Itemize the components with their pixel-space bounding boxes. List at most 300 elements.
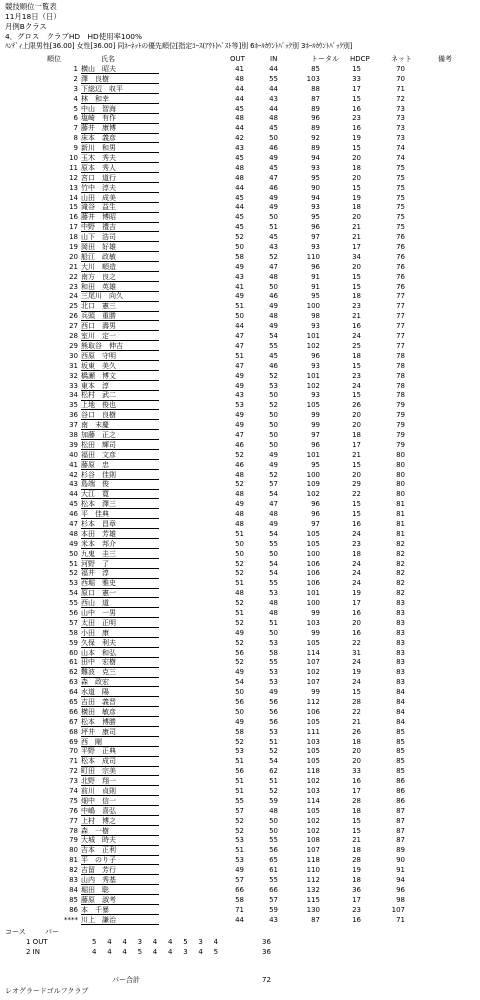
cell-total: 106 (306, 559, 320, 568)
table-row (0, 579, 480, 589)
cell-out: 52 (235, 233, 244, 242)
cell-total: 132 (306, 885, 320, 894)
cell-out: 43 (235, 144, 244, 153)
cell-name: 船江 政敏 (81, 252, 116, 261)
cell-rank: 70 (69, 747, 78, 756)
cell-rank: 30 (69, 351, 78, 360)
cell-out: 53 (235, 747, 244, 756)
cell-in: 51 (269, 618, 278, 627)
cell-rank: 40 (69, 450, 78, 459)
cell-name: 太田 正明 (81, 618, 116, 627)
cell-net: 77 (396, 312, 405, 321)
cell-rank: 72 (69, 767, 78, 776)
cell-net: 78 (396, 391, 405, 400)
cell-net: 86 (396, 796, 405, 805)
table-row (0, 886, 480, 896)
cell-out: 52 (235, 569, 244, 578)
cell-total: 103 (306, 74, 320, 83)
cell-in: 59 (269, 905, 278, 914)
cell-name: 新川 和男 (81, 144, 116, 153)
cell-name: 坂東 美久 (81, 361, 116, 370)
cell-out: 56 (235, 648, 244, 657)
cell-in: 46 (269, 183, 278, 192)
cell-in: 47 (269, 173, 278, 182)
table-row (0, 589, 480, 599)
table-row (0, 569, 480, 579)
cell-rank: 19 (69, 243, 78, 252)
cell-rank: 39 (69, 440, 78, 449)
cell-hdcp: 23 (352, 302, 361, 311)
cell-rank: 74 (69, 787, 78, 796)
cell-out: 45 (235, 223, 244, 232)
table-row (0, 144, 480, 154)
cell-net: 74 (396, 144, 405, 153)
cell-hdcp: 31 (352, 648, 361, 657)
cell-net: 78 (396, 371, 405, 380)
cell-hdcp: 24 (352, 569, 361, 578)
cell-in: 53 (269, 589, 278, 598)
cell-name: 西原 守明 (81, 351, 116, 360)
cell-out: 53 (235, 401, 244, 410)
cell-in: 58 (269, 648, 278, 657)
cell-out: 52 (235, 737, 244, 746)
cell-in: 50 (269, 282, 278, 291)
cell-in: 50 (269, 411, 278, 420)
cell-out: 47 (235, 341, 244, 350)
cell-out: 42 (235, 134, 244, 143)
cell-rank: 55 (69, 599, 78, 608)
report-title: 競技順位一覧表 (5, 2, 57, 11)
cell-total: 105 (306, 747, 320, 756)
cell-out: 47 (235, 332, 244, 341)
class-label: 月例Bクラス (5, 22, 47, 31)
cell-out: 53 (235, 856, 244, 865)
cell-name: 加藤 正之 (81, 430, 116, 439)
cell-in: 50 (269, 816, 278, 825)
cell-out: 46 (235, 460, 244, 469)
cell-out: 51 (235, 757, 244, 766)
cell-name: 横山 昭夫 (81, 65, 116, 73)
cell-in: 50 (269, 134, 278, 143)
cell-net: 80 (396, 470, 405, 479)
cell-total: 102 (306, 490, 320, 499)
cell-net: 82 (396, 579, 405, 588)
cell-hdcp: 18 (352, 737, 361, 746)
cell-hdcp: 15 (352, 460, 361, 469)
cell-net: 83 (396, 618, 405, 627)
cell-hdcp: 16 (352, 608, 361, 617)
cell-total: 91 (311, 272, 320, 281)
cell-out: 51 (235, 787, 244, 796)
table-row (0, 817, 480, 827)
cell-net: 85 (396, 757, 405, 766)
cell-net: 98 (396, 895, 405, 904)
cell-hdcp: 16 (352, 519, 361, 528)
cell-net: 76 (396, 262, 405, 271)
table-row (0, 451, 480, 461)
cell-hdcp: 15 (352, 183, 361, 192)
table-row (0, 658, 480, 668)
column-header-row (0, 55, 480, 65)
cell-rank: 7 (73, 124, 78, 133)
cell-hdcp: 18 (352, 846, 361, 855)
hole-par: 5 (92, 938, 97, 946)
table-row (0, 263, 480, 273)
cell-name: 玉木 秀夫 (81, 154, 116, 163)
cell-in: 49 (269, 688, 278, 697)
cell-in: 56 (269, 707, 278, 716)
cell-in: 46 (269, 292, 278, 301)
cell-in: 55 (269, 836, 278, 845)
table-row (0, 757, 480, 767)
cell-net: 86 (396, 777, 405, 786)
cell-net: 85 (396, 727, 405, 736)
cell-rank: 50 (69, 549, 78, 558)
cell-hdcp: 15 (352, 826, 361, 835)
hole-par: 4 (168, 938, 173, 946)
cell-in: 48 (269, 114, 278, 123)
cell-name: 山本 和弘 (81, 648, 116, 657)
cell-rank: 16 (69, 213, 78, 222)
cell-total: 96 (311, 114, 320, 123)
cell-out: 48 (235, 589, 244, 598)
cell-total: 93 (311, 203, 320, 212)
cell-total: 97 (311, 430, 320, 439)
cell-hdcp: 24 (352, 529, 361, 538)
cell-name: 東本 淳 (81, 381, 109, 390)
cell-total: 110 (306, 252, 320, 261)
cell-total: 101 (306, 332, 320, 341)
cell-rank: 61 (69, 658, 78, 667)
cell-name: 福田 文彦 (81, 450, 116, 459)
cell-out: 52 (235, 559, 244, 568)
cell-name: 南方 良之 (81, 272, 116, 281)
table-row (0, 708, 480, 718)
cell-name: 北口 憲三 (81, 302, 116, 311)
cell-net: 82 (396, 569, 405, 578)
cell-out: 49 (235, 421, 244, 430)
cell-in: 51 (269, 223, 278, 232)
cell-name: 松本 成司 (81, 757, 116, 766)
course-label: コース (5, 928, 26, 936)
cell-net: 87 (396, 806, 405, 815)
cell-in: 45 (269, 163, 278, 172)
cell-name: 杉本 昌章 (81, 519, 116, 528)
cell-in: 57 (269, 480, 278, 489)
hole-par: 3 (183, 948, 188, 956)
cell-rank: 28 (69, 332, 78, 341)
cell-name: 藤原 忠 (81, 460, 109, 469)
cell-net: 78 (396, 361, 405, 370)
cell-rank: 31 (69, 361, 78, 370)
table-row (0, 194, 480, 204)
table-row (0, 827, 480, 837)
cell-out: 52 (235, 618, 244, 627)
hole-par: 5 (213, 948, 219, 956)
cell-hdcp: 22 (352, 490, 361, 499)
cell-net: 77 (396, 292, 405, 301)
cell-hdcp: 17 (352, 84, 361, 93)
cell-total: 103 (306, 737, 320, 746)
table-row (0, 876, 480, 886)
cell-name: 九鬼 圭三 (81, 549, 116, 558)
cell-net: 79 (396, 440, 405, 449)
cell-rank: 73 (69, 777, 78, 786)
cell-total: 93 (311, 163, 320, 172)
cell-in: 53 (269, 727, 278, 736)
cell-rank: 76 (69, 806, 78, 815)
cell-name: 堀田 聡 (81, 885, 109, 894)
cell-hdcp: 25 (352, 341, 361, 350)
cell-in: 49 (269, 322, 278, 331)
cell-out: 49 (235, 668, 244, 677)
cell-hdcp: 24 (352, 579, 361, 588)
cell-total: 106 (306, 707, 320, 716)
cell-rank: 36 (69, 411, 78, 420)
cell-hdcp: 15 (352, 144, 361, 153)
table-row (0, 302, 480, 312)
table-row (0, 283, 480, 293)
cell-rank: 47 (69, 519, 78, 528)
cell-hdcp: 21 (352, 717, 361, 726)
cell-out: 47 (235, 361, 244, 370)
course-info: 4．グロス クラブHD HD使用率100% (5, 32, 143, 41)
cell-rank: 71 (69, 757, 78, 766)
table-row (0, 431, 480, 441)
cell-name: 横田 敏彦 (81, 707, 116, 716)
cell-hdcp: 21 (352, 223, 361, 232)
cell-out: 57 (235, 806, 244, 815)
cell-hdcp: 15 (352, 65, 361, 73)
cell-in: 51 (269, 737, 278, 746)
cell-hdcp: 19 (352, 668, 361, 677)
cell-in: 48 (269, 599, 278, 608)
table-row (0, 243, 480, 253)
cell-name: 山中 一男 (81, 608, 116, 617)
cell-out: 66 (235, 885, 244, 894)
cell-net: 73 (396, 124, 405, 133)
cell-rank: 79 (69, 836, 78, 845)
cell-total: 91 (311, 282, 320, 291)
cell-in: 50 (269, 549, 278, 558)
cell-out: 50 (235, 688, 244, 697)
cell-out: 48 (235, 519, 244, 528)
cell-hdcp: 15 (352, 816, 361, 825)
cell-in: 49 (269, 193, 278, 202)
cell-net: 82 (396, 549, 405, 558)
cell-out: 56 (235, 767, 244, 776)
cell-in: 52 (269, 787, 278, 796)
cell-out: 51 (235, 351, 244, 360)
cell-rank: 56 (69, 608, 78, 617)
cell-name: 林 和幸 (81, 94, 109, 103)
hole-par: 4 (213, 938, 219, 946)
cell-hdcp: 20 (352, 262, 361, 271)
cell-name: 岡田 好雄 (81, 243, 116, 252)
cell-out: 52 (235, 450, 244, 459)
cell-name: 西 剛 (81, 737, 102, 746)
cell-name: 森 一樹 (81, 826, 109, 835)
cell-in: 55 (269, 579, 278, 588)
cell-name: 西口 壽男 (81, 322, 116, 331)
cell-out: 49 (235, 262, 244, 271)
cell-name: 上村 博之 (81, 816, 116, 825)
cell-hdcp: 24 (352, 658, 361, 667)
cell-out: 52 (235, 816, 244, 825)
cell-in: 49 (269, 460, 278, 469)
cell-name: 山下 浩司 (81, 233, 116, 242)
cell-out: 43 (235, 272, 244, 281)
table-row (0, 105, 480, 115)
table-row (0, 322, 480, 332)
cell-name: 北野 翔一 (81, 777, 116, 786)
cell-name: 森 政宏 (81, 678, 109, 687)
cell-rank: 68 (69, 727, 78, 736)
cell-in: 49 (269, 203, 278, 212)
cell-out: 50 (235, 243, 244, 252)
cell-total: 97 (311, 519, 320, 528)
cell-in: 46 (269, 361, 278, 370)
cell-total: 101 (306, 371, 320, 380)
cell-total: 96 (311, 500, 320, 509)
cell-name: 原口 憲一 (81, 589, 116, 598)
cell-in: 53 (269, 668, 278, 677)
cell-total: 105 (306, 757, 320, 766)
cell-name: 田中 宏樹 (81, 658, 116, 667)
cell-rank: 82 (69, 866, 78, 875)
cell-hdcp: 24 (352, 381, 361, 390)
cell-out: 48 (235, 510, 244, 519)
cell-rank: 24 (69, 292, 78, 301)
cell-in: 56 (269, 717, 278, 726)
cell-net: 94 (396, 876, 405, 885)
cell-rank: 63 (69, 678, 78, 687)
cell-hdcp: 18 (352, 876, 361, 885)
cell-total: 99 (311, 421, 320, 430)
cell-out: 45 (235, 213, 244, 222)
table-row (0, 896, 480, 906)
cell-name: 川上 謙治 (81, 915, 116, 924)
column-net: ネット (391, 55, 412, 63)
cell-in: 59 (269, 796, 278, 805)
cell-out: 53 (235, 836, 244, 845)
cell-hdcp: 15 (352, 272, 361, 281)
cell-in: 45 (269, 124, 278, 133)
cell-in: 52 (269, 470, 278, 479)
cell-total: 103 (306, 787, 320, 796)
cell-hdcp: 20 (352, 747, 361, 756)
cell-net: 81 (396, 510, 405, 519)
cell-hdcp: 24 (352, 678, 361, 687)
cell-rank: 38 (69, 430, 78, 439)
cell-name: 前川 貞則 (81, 787, 116, 796)
cell-name: 中野 禮吉 (81, 223, 116, 232)
cell-total: 100 (306, 470, 320, 479)
cell-total: 130 (306, 905, 320, 914)
cell-total: 96 (311, 223, 320, 232)
cell-hdcp: 16 (352, 628, 361, 637)
cell-name: 平 佳典 (81, 510, 109, 519)
cell-rank: 8 (73, 134, 78, 143)
cell-net: 82 (396, 539, 405, 548)
cell-name: 山田 成美 (81, 193, 116, 202)
cell-in: 50 (269, 430, 278, 439)
table-row (0, 411, 480, 421)
cell-name: 中嶋 喜弘 (81, 806, 116, 815)
cell-total: 106 (306, 569, 320, 578)
cell-name: 吉留 芳行 (81, 866, 116, 875)
cell-hdcp: 23 (352, 371, 361, 380)
cell-total: 105 (306, 806, 320, 815)
cell-hdcp: 15 (352, 282, 361, 291)
cell-in: 61 (269, 866, 278, 875)
cell-rank: 5 (73, 104, 78, 113)
cell-in: 43 (269, 243, 278, 252)
cell-hdcp: 16 (352, 104, 361, 113)
cell-out: 54 (235, 678, 244, 687)
cell-rank: 1 (73, 65, 78, 73)
ranking-conditions: ﾊﾝﾃﾞｨ上限男性[36.00] 女性[36.00] 同ﾈｰﾈｯﾄの優先順位[指定ｺｰｽ(ｱｳﾄ)ﾍﾞｽﾄ等]別 6ﾎｰﾙｶｳﾝﾄﾊﾞｯｸ別 3ﾎｰﾙｶｳﾝﾄﾊﾞｯｸ別] (5, 42, 353, 50)
cell-out: 51 (235, 777, 244, 786)
cell-hdcp: 20 (352, 618, 361, 627)
cell-name: 福井 淳 (81, 569, 109, 578)
cell-net: 80 (396, 480, 405, 489)
cell-out: 50 (235, 549, 244, 558)
cell-in: 50 (269, 421, 278, 430)
cell-out: 44 (235, 84, 244, 93)
cell-total: 96 (311, 351, 320, 360)
cell-net: 77 (396, 302, 405, 311)
cell-net: 83 (396, 648, 405, 657)
table-row (0, 352, 480, 362)
cell-total: 107 (306, 678, 320, 687)
cell-net: 74 (396, 154, 405, 163)
table-row (0, 95, 480, 105)
cell-net: 81 (396, 529, 405, 538)
cell-net: 87 (396, 816, 405, 825)
course-par-total: 36 (262, 948, 271, 956)
cell-rank: 51 (69, 559, 78, 568)
table-row (0, 520, 480, 530)
cell-in: 53 (269, 381, 278, 390)
cell-total: 102 (306, 826, 320, 835)
cell-net: 76 (396, 272, 405, 281)
cell-out: 52 (235, 480, 244, 489)
cell-hdcp: 24 (352, 332, 361, 341)
cell-out: 52 (235, 638, 244, 647)
cell-name: 兵頭 重勝 (81, 312, 116, 321)
cell-rank: 45 (69, 500, 78, 509)
cell-hdcp: 16 (352, 124, 361, 133)
cell-net: 71 (396, 915, 405, 924)
cell-net: 87 (396, 826, 405, 835)
cell-total: 110 (306, 866, 320, 875)
cell-net: 83 (396, 668, 405, 677)
cell-total: 101 (306, 589, 320, 598)
cell-hdcp: 21 (352, 312, 361, 321)
cell-in: 47 (269, 500, 278, 509)
cell-name: 澤 良樹 (81, 74, 109, 83)
cell-rank: 85 (69, 895, 78, 904)
cell-name: 藤原 淑考 (81, 895, 116, 904)
cell-total: 109 (306, 480, 320, 489)
cell-net: 91 (396, 866, 405, 875)
cell-rank: 34 (69, 391, 78, 400)
table-row (0, 540, 480, 550)
cell-rank: 41 (69, 460, 78, 469)
table-row (0, 767, 480, 777)
cell-in: 55 (269, 74, 278, 83)
